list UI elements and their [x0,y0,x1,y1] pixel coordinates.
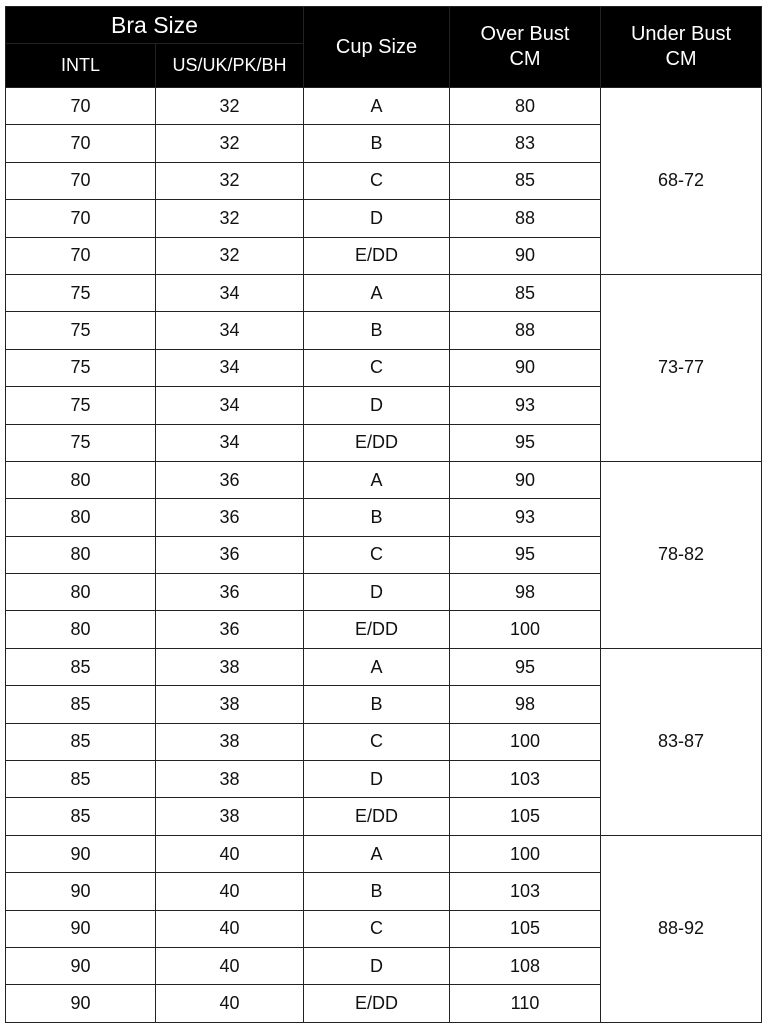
cup-size-cell: D [304,761,450,798]
under-bust-cell [601,985,762,1022]
over-bust-cell: 90 [450,237,601,274]
under-bust-cell [601,835,762,872]
intl-cell: 85 [6,686,156,723]
under-bust-cell: 88-92 [601,910,762,947]
over-bust-cell: 105 [450,910,601,947]
intl-cell: 90 [6,835,156,872]
table-row [6,387,762,424]
over-bust-cell: 85 [450,274,601,311]
table-row [6,574,762,611]
table-row [6,761,762,798]
intl-cell: 85 [6,648,156,685]
table-row [6,499,762,536]
table-row [6,985,762,1022]
cup-size-cell: E/DD [304,985,450,1022]
over-bust-cell: 83 [450,125,601,162]
table-row [6,162,762,199]
table-row [6,200,762,237]
under-bust-cell [601,648,762,685]
over-bust-cell: 95 [450,536,601,573]
intl-cell: 80 [6,611,156,648]
cup-size-cell: C [304,162,450,199]
intl-cell: 90 [6,947,156,984]
us-size-cell: 32 [156,125,304,162]
table-row [6,312,762,349]
cup-size-cell: B [304,499,450,536]
under-bust-cell [601,125,762,162]
under-bust-cell: 83-87 [601,723,762,760]
us-size-cell: 32 [156,88,304,125]
over-bust-header [450,7,601,88]
table-row [6,723,762,760]
cup-size-cell: C [304,910,450,947]
under-bust-cell [601,499,762,536]
over-bust-cell: 98 [450,574,601,611]
us-size-cell: 40 [156,985,304,1022]
cup-size-cell: C [304,723,450,760]
under-bust-cell [601,88,762,125]
us-size-cell: 40 [156,947,304,984]
under-bust-cell [601,761,762,798]
us-size-cell: 40 [156,873,304,910]
us-size-cell: 34 [156,424,304,461]
us-size-cell: 36 [156,499,304,536]
cup-size-cell: E/DD [304,237,450,274]
table-row [6,947,762,984]
intl-cell: 75 [6,312,156,349]
us-size-cell: 34 [156,349,304,386]
cup-size-cell: B [304,873,450,910]
under-bust-cell [601,200,762,237]
intl-cell: 90 [6,910,156,947]
table-row [6,648,762,685]
cup-size-cell: C [304,536,450,573]
under-bust-cell [601,947,762,984]
cup-size-cell: A [304,648,450,685]
intl-cell: 85 [6,723,156,760]
cup-size-cell: E/DD [304,611,450,648]
cup-size-cell: D [304,574,450,611]
intl-cell: 70 [6,125,156,162]
under-bust-header-line2: CM [665,48,697,70]
intl-cell: 70 [6,237,156,274]
us-size-cell: 38 [156,686,304,723]
cup-size-cell: A [304,835,450,872]
us-size-cell: 34 [156,274,304,311]
bra-size-table [5,6,762,1023]
over-bust-header-line2: CM [509,48,541,70]
us-size-cell: 38 [156,798,304,835]
under-bust-cell [601,574,762,611]
cup-size-cell: B [304,686,450,723]
intl-cell: 80 [6,574,156,611]
us-size-cell: 38 [156,761,304,798]
table-row [6,125,762,162]
table-row [6,349,762,386]
intl-cell: 75 [6,274,156,311]
table-row [6,237,762,274]
table-row [6,424,762,461]
under-bust-cell [601,312,762,349]
us-size-cell: 38 [156,723,304,760]
cup-size-header: Cup Size [304,7,450,88]
over-bust-header-line1: Over Bust [480,23,570,45]
under-bust-cell [601,237,762,274]
us-size-cell: 36 [156,536,304,573]
us-size-cell: 36 [156,461,304,498]
under-bust-cell [601,387,762,424]
over-bust-cell: 103 [450,873,601,910]
us-size-cell: 40 [156,835,304,872]
over-bust-cell: 103 [450,761,601,798]
over-bust-cell: 95 [450,424,601,461]
table-row [6,88,762,125]
intl-cell: 70 [6,88,156,125]
under-bust-cell [601,798,762,835]
cup-size-cell: B [304,312,450,349]
table-row [6,873,762,910]
table-row [6,686,762,723]
under-bust-cell [601,274,762,311]
over-bust-cell: 100 [450,611,601,648]
us-uk-header: US/UK/PK/BH [156,44,304,88]
us-size-cell: 32 [156,162,304,199]
cup-size-cell: D [304,387,450,424]
cup-size-cell: B [304,125,450,162]
cup-size-cell: A [304,88,450,125]
table-row [6,536,762,573]
intl-cell: 70 [6,162,156,199]
intl-cell: 85 [6,761,156,798]
cup-size-cell: A [304,274,450,311]
cup-size-cell: E/DD [304,424,450,461]
over-bust-cell: 85 [450,162,601,199]
over-bust-cell: 90 [450,461,601,498]
over-bust-cell: 93 [450,499,601,536]
us-size-cell: 38 [156,648,304,685]
intl-header: INTL [6,44,156,88]
cup-size-cell: C [304,349,450,386]
under-bust-cell [601,873,762,910]
over-bust-cell: 100 [450,835,601,872]
over-bust-cell: 105 [450,798,601,835]
us-size-cell: 40 [156,910,304,947]
under-bust-cell [601,611,762,648]
over-bust-cell: 100 [450,723,601,760]
over-bust-cell: 80 [450,88,601,125]
intl-cell: 75 [6,349,156,386]
under-bust-cell [601,424,762,461]
us-size-cell: 32 [156,200,304,237]
intl-cell: 80 [6,461,156,498]
cup-size-cell: E/DD [304,798,450,835]
cup-size-cell: D [304,947,450,984]
table-row [6,798,762,835]
table-row [6,835,762,872]
under-bust-cell: 78-82 [601,536,762,573]
over-bust-cell: 90 [450,349,601,386]
table-row [6,461,762,498]
cup-size-cell: A [304,461,450,498]
over-bust-cell: 98 [450,686,601,723]
table-header [6,7,762,88]
over-bust-cell: 93 [450,387,601,424]
bra-size-header: Bra Size [6,7,304,44]
over-bust-cell: 88 [450,312,601,349]
intl-cell: 70 [6,200,156,237]
intl-cell: 90 [6,873,156,910]
under-bust-cell [601,686,762,723]
us-size-cell: 36 [156,611,304,648]
under-bust-header-line1: Under Bust [630,23,732,45]
under-bust-cell: 68-72 [601,162,762,199]
table-row [6,910,762,947]
us-size-cell: 36 [156,574,304,611]
intl-cell: 85 [6,798,156,835]
table-row [6,611,762,648]
us-size-cell: 34 [156,312,304,349]
under-bust-header [601,7,762,88]
us-size-cell: 32 [156,237,304,274]
over-bust-cell: 110 [450,985,601,1022]
intl-cell: 75 [6,387,156,424]
table-row [6,274,762,311]
intl-cell: 80 [6,499,156,536]
over-bust-cell: 88 [450,200,601,237]
over-bust-cell: 95 [450,648,601,685]
under-bust-cell: 73-77 [601,349,762,386]
us-size-cell: 34 [156,387,304,424]
cup-size-cell: D [304,200,450,237]
intl-cell: 75 [6,424,156,461]
intl-cell: 90 [6,985,156,1022]
intl-cell: 80 [6,536,156,573]
over-bust-cell: 108 [450,947,601,984]
table-body [6,88,762,1023]
under-bust-cell [601,461,762,498]
